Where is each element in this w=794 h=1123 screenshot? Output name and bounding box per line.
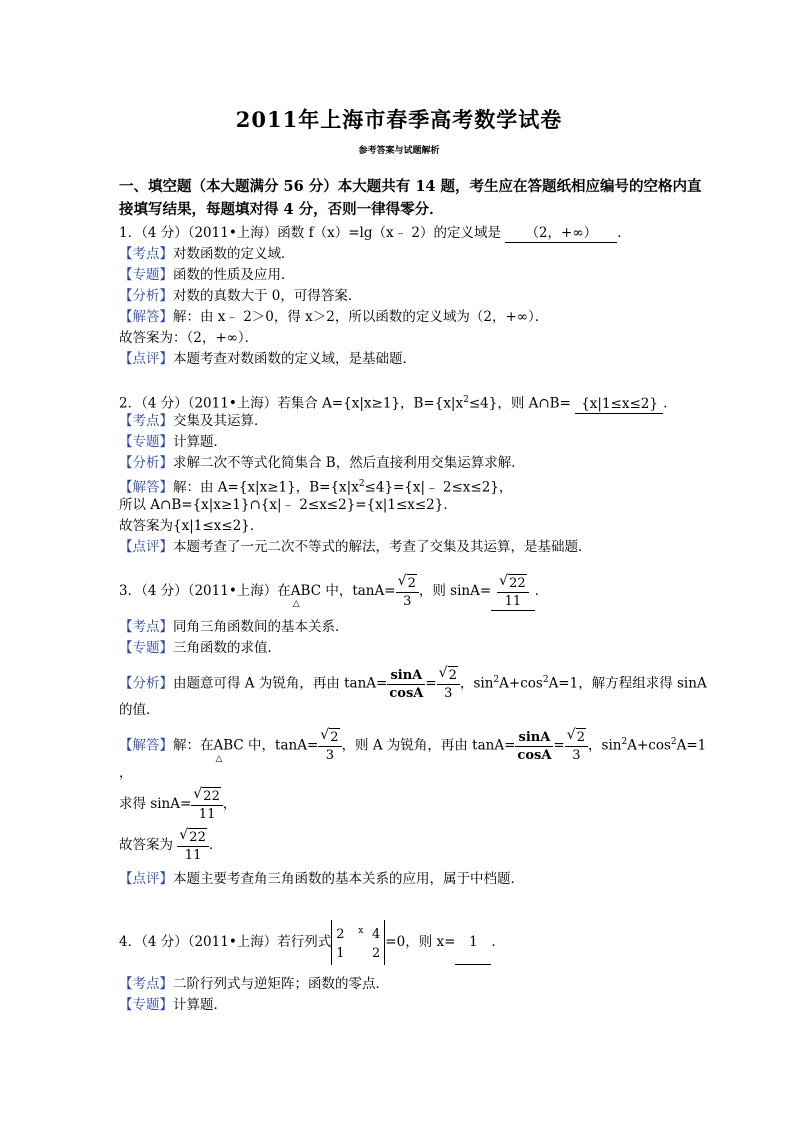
tag-dianping: 【点评】 (119, 871, 173, 887)
q3-fenxi-a: 由题意可得 A 为锐角，再由 tanA= (173, 675, 388, 692)
q3-fenxi-c: A+cos (499, 675, 543, 692)
det-d: 2 (372, 946, 381, 962)
det-a-exp: x (358, 926, 364, 936)
tag-kaodian: 【考点】 (119, 413, 173, 429)
q2-kaodian (119, 412, 268, 430)
q3-fenxi-d: A=1，解方程组求得 sinA (548, 675, 707, 692)
tag-zhuanti: 【专题】 (119, 434, 173, 450)
tag-zhuanti: 【专题】 (119, 267, 173, 283)
q2-stem-a: 2．（4 分）（2011•上海）若集合 A={x|x≥1}，B={x|x (119, 395, 464, 412)
q3-dianping-text: 本题主要考查角三角函数的基本关系的应用，属于中档题． (173, 871, 524, 887)
q4-kaodian-text: 二阶行列式与逆矩阵；函数的零点． (173, 976, 389, 992)
q2-stem-b: ≤4}，则 A∩B= (468, 395, 571, 412)
q3-result-end: ． (208, 837, 223, 853)
q3-result (119, 827, 222, 864)
tag-kaodian: 【考点】 (119, 246, 173, 262)
q1-kaodian-text: 对数函数的定义域． (173, 246, 295, 262)
sqrt22-radicand: 22 (509, 575, 526, 591)
frac-denominator-11: 11 (504, 593, 522, 609)
q3-jieda: 【解答】解：在 △ ABC 中，tanA= √ 2 3 ，则 A 为锐角，再由 tanA= $\frac{\sin A}{\cos A}$ = √ 2 3 ，$\sin^2A+\cos^2A=1$ (119, 727, 707, 764)
q3-stem-a: 3．（4 分）（2011•上海）在 (119, 583, 291, 599)
q2-result: 故答案为{x|1≤x≤2}． (119, 518, 264, 534)
tag-zhuanti: 【专题】 (119, 640, 173, 656)
tag-fenxi: 【分析】 (119, 288, 173, 304)
q4-zhuanti-text: 计算题． (173, 997, 227, 1013)
q3-jieda-c: ，sin (588, 737, 622, 754)
q4-stem-a: 4．（4 分）（2011•上海）若行列式 (119, 934, 332, 951)
q1-result: 故答案为：（2，+∞）． (119, 330, 259, 346)
tag-kaodian: 【考点】 (119, 976, 173, 992)
tag-dianping: 【点评】 (119, 539, 173, 555)
sin-exp: 2 (621, 737, 628, 747)
q3-qiude-end: ， (222, 796, 237, 812)
det-a-val: 2 (336, 927, 345, 943)
frac-denominator-11: 11 (184, 847, 202, 863)
q2-line3: 所以 A∩B={x|x≥1}∩{x|﹣ 2≤x≤2}={x|1≤x≤2}． (119, 497, 457, 513)
q3-stem-end: ． (534, 583, 549, 599)
q3-qiude (119, 786, 236, 823)
q4-stem-b: =0，则 x= (385, 934, 456, 951)
q1-fenxi (119, 287, 361, 305)
det-a (336, 922, 364, 944)
q1-kaodian (119, 245, 295, 263)
tag-kaodian: 【考点】 (119, 619, 173, 635)
q1-stem (119, 224, 631, 243)
q2-answer: {x|1≤x≤2} (575, 395, 663, 414)
q4-stem-end: ． (491, 934, 505, 951)
q3-fenxi: 【分析】由题意可得 A 为锐角，再由 tanA= $\frac{\sin A}{\cos A}$ = √ 2 3 ，$\sin^2A+\cos^2A=1$，解方程组求得 sinA (119, 665, 707, 701)
tag-fenxi: 【分析】 (119, 675, 173, 692)
tag-dianping: 【点评】 (119, 351, 173, 367)
fraction-sin-over-cos (387, 667, 425, 702)
q1-jieda-text: 解：由 x﹣ 2＞0，得 x＞2，所以函数的定义域为（2，+∞）． (173, 309, 549, 325)
frac-denominator: 3 (572, 748, 581, 763)
q2-kaodian-text: 交集及其运算． (173, 413, 268, 429)
frac-denominator: 3 (444, 686, 453, 701)
q1-stem-end: ． (617, 225, 631, 241)
fraction-sqrt22-over-11: √ 22 11 (177, 828, 209, 864)
section-heading-line-1: 一、填空题（本大题满分 56 分）本大题共有 14 题，考生应在答题纸相应编号的空格内直 (119, 178, 702, 195)
q1-zhuanti-text: 函数的性质及应用． (173, 267, 295, 283)
q3-kaodian-text: 同角三角函数间的基本关系． (173, 619, 349, 635)
q3-jieda-d: A+cos (627, 737, 671, 754)
sqrt22-radicand: 22 (203, 788, 220, 804)
sin-exp: 2 (493, 675, 500, 685)
q3-comma: ， (119, 765, 133, 781)
q2-zhuanti (119, 433, 227, 451)
q3-answer (491, 574, 535, 611)
q2-stem-end: ． (663, 395, 677, 412)
cos-exp: 2 (542, 675, 549, 685)
tag-jieda: 【解答】 (119, 309, 173, 325)
q3-result-text: 故答案为 (119, 837, 173, 853)
q2-fenxi (119, 454, 525, 472)
q3-dianping (119, 870, 524, 888)
page-title: 2011年上海市春季高考数学试卷 (235, 107, 563, 132)
page-subtitle: 参考答案与试题解析 (358, 146, 440, 156)
q2-dianping (119, 538, 592, 556)
q1-dianping (119, 350, 416, 368)
sqrt2-radicand: 2 (407, 575, 416, 591)
q1-jieda (119, 308, 548, 326)
fraction-sqrt2-over-3: √ 2 3 (396, 574, 419, 610)
fraction-sqrt2-over-3: √ 2 3 (565, 728, 588, 764)
q2-jieda-b: ≤4}={x|﹣ 2≤x≤2}， (364, 479, 513, 496)
tag-zhuanti: 【专题】 (119, 997, 173, 1013)
sinA-num: sinA (387, 667, 425, 685)
cos-exp: 2 (670, 737, 677, 747)
sqrt2-radicand: 2 (576, 730, 586, 745)
q2-jieda-a: 解：由 A={x|x≥1}，B={x|x (173, 479, 359, 496)
section-heading-line-2: 接填写结果，每题填对得 4 分，否则一律得零分． (119, 201, 444, 218)
q3-kaodian (119, 618, 349, 636)
q3-stem-abc: ABC 中，tanA= (290, 583, 396, 599)
q3-jieda-a: 解：在 (173, 737, 214, 754)
q3-jieda-abc: ABC 中，tanA= (213, 737, 319, 754)
frac-denominator-11: 11 (198, 806, 216, 822)
fraction-sin-over-cos (515, 729, 553, 764)
q3-fenxi-b: ，sin (459, 675, 494, 692)
q3-stem: 3．（4 分）（2011•上海）在 △ ABC 中，tanA= √ 2 3 ，则 sinA= √ 22 11 ． (119, 572, 549, 609)
tag-jieda: 【解答】 (119, 737, 173, 754)
q1-stem-text: 1．（4 分）（2011•上海）函数 f（x）=lg（x﹣ 2）的定义域是 (119, 225, 501, 241)
q3-zhuanti (119, 639, 281, 657)
q2-jieda (119, 475, 512, 497)
q4-zhuanti (119, 996, 227, 1014)
q3-zhuanti-text: 三角函数的求值． (173, 640, 281, 656)
q2-stem (119, 391, 677, 414)
det-b: 4 (372, 927, 381, 943)
q2-jieda-exp: 2 (358, 479, 365, 489)
frac-denominator: 3 (325, 748, 335, 763)
sqrt2-radicand: 2 (448, 668, 457, 683)
q1-zhuanti (119, 266, 295, 284)
sinA-num: sinA (515, 729, 553, 747)
q1-fenxi-text: 对数的真数大于 0，可得答案． (173, 288, 362, 304)
fraction-sqrt22-over-11: √ 22 11 (497, 574, 529, 610)
q3-jieda-e: A=1 (676, 737, 707, 754)
fraction-sqrt2-over-3: √ 2 3 (437, 666, 460, 702)
q3-jieda-b: ，则 A 为锐角，再由 tanA= (341, 737, 516, 754)
fraction-sqrt22-over-11: √ 22 11 (191, 787, 223, 823)
det-c: 1 (336, 946, 345, 962)
q4-stem (119, 920, 505, 965)
cosA-den: cosA (389, 685, 424, 701)
q3-fenxi-end: 的值． (119, 702, 160, 718)
tag-fenxi: 【分析】 (119, 455, 173, 471)
q2-exp: 2 (463, 395, 469, 405)
frac-denominator: 3 (403, 593, 412, 609)
q1-answer: （2，+∞） (505, 224, 617, 243)
fraction-sqrt2-over-3: √ 2 3 (318, 728, 341, 764)
q3-qiude-text: 求得 sinA= (119, 796, 192, 812)
q2-zhuanti-text: 计算题． (173, 434, 227, 450)
q4-answer: 1 (455, 920, 491, 965)
tag-jieda: 【解答】 (119, 479, 173, 496)
q3-stem-b: ，则 sinA= (418, 583, 492, 599)
sqrt22-radicand: 22 (189, 829, 206, 845)
q1-dianping-text: 本题考查对数函数的定义域，是基础题． (173, 351, 416, 367)
cosA-den: cosA (517, 747, 552, 763)
sqrt2-radicand: 2 (330, 730, 339, 745)
q4-kaodian (119, 975, 389, 993)
q2-fenxi-text: 求解二次不等式化简集合 B，然后直接利用交集运算求解． (173, 455, 525, 471)
determinant (331, 920, 385, 965)
q2-dianping-text: 本题考查了一元二次不等式的解法，考查了交集及其运算，是基础题． (173, 539, 592, 555)
